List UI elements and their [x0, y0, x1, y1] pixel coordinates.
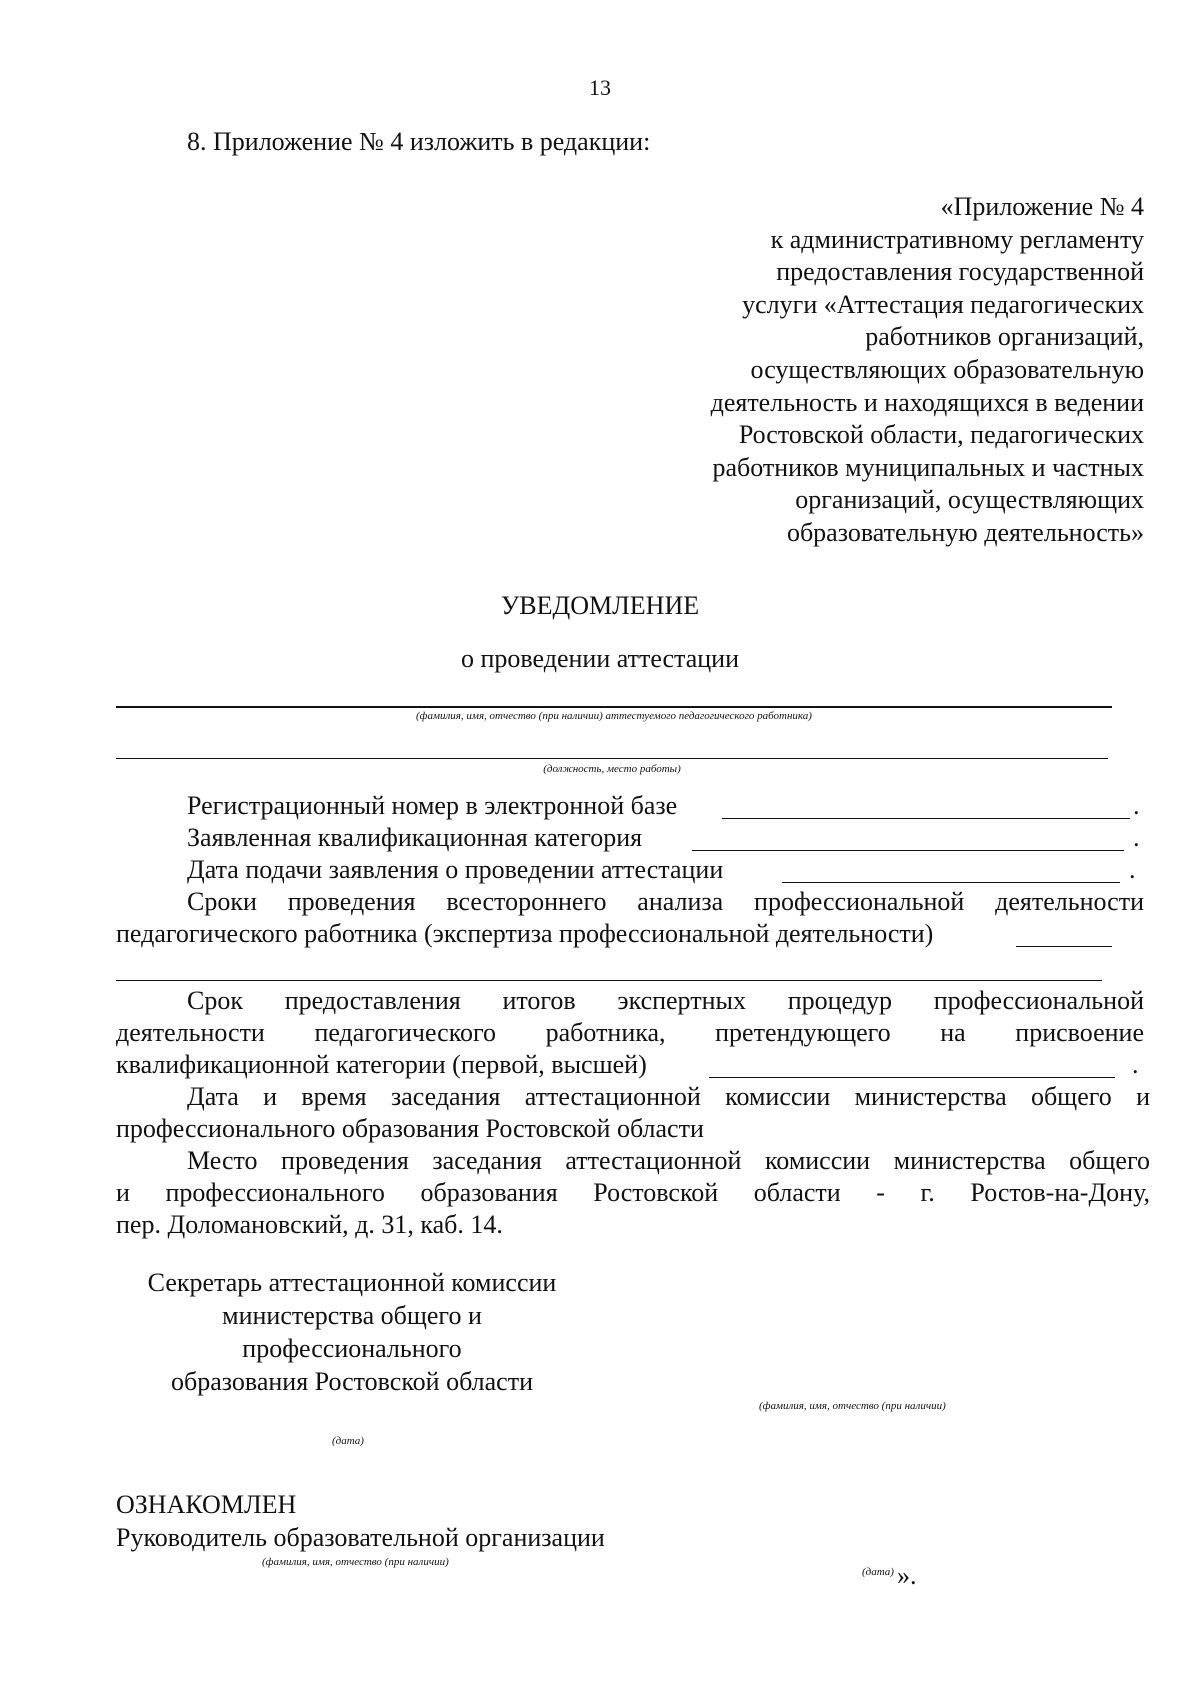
fio-line	[116, 706, 1112, 708]
expertise-line1: Сроки проведения всестороннего анализа профессиональной деятельности	[187, 887, 1144, 916]
category-line	[692, 850, 1124, 851]
appendix-line: деятельность и находящихся в ведении	[710, 387, 1144, 417]
date-submit-dot: .	[1129, 855, 1136, 884]
results-line	[709, 1077, 1115, 1078]
place-line2: и профессионального образования Ростовской области - г. Ростов-на-Дону,	[116, 1178, 1150, 1207]
secretary-fio-caption: (фамилия, имя, отчество (при наличии)	[759, 1400, 946, 1412]
reg-number-dot: .	[1133, 791, 1140, 820]
fio-caption: (фамилия, имя, отчество (при наличии) аттестуемого педагогического работника)	[416, 710, 812, 722]
position-caption: (должность, место работы)	[543, 763, 681, 775]
appendix-line: образовательную деятельность»	[786, 517, 1144, 547]
date-submit-line	[782, 882, 1120, 883]
head-label: Руководитель образовательной организации	[116, 1523, 605, 1552]
appendix-line: услуги «Аттестация педагогических	[742, 289, 1144, 319]
page-number: 13	[589, 75, 611, 100]
appendix-line: «Приложение № 4	[940, 192, 1144, 221]
date-submit-label: Дата подачи заявления о проведении аттестации	[187, 855, 724, 884]
appendix-line: предоставления государственной	[776, 257, 1144, 287]
appendix-line: Ростовской области, педагогических	[738, 420, 1144, 450]
reg-number-label: Регистрационный номер в электронной базе	[187, 791, 678, 820]
head-fio-caption: (фамилия, имя, отчество (при наличии)	[262, 1556, 449, 1568]
results-line1: Срок предоставления итогов экспертных процедур профессиональной	[187, 986, 1144, 1015]
meeting-line1: Дата и время заседания аттестационной комиссии министерства общего и	[187, 1082, 1150, 1111]
appendix-line: организаций, осуществляющих	[795, 485, 1144, 515]
results-line3: квалификационной категории (первой, высшей)	[116, 1050, 647, 1079]
results-line2: деятельности педагогического работника, претендующего на присвоение	[116, 1018, 1144, 1047]
appendix-line: к административному регламенту	[770, 224, 1144, 254]
secretary-line: Секретарь аттестационной комиссии	[147, 1268, 557, 1297]
appendix-line: работников организаций,	[865, 322, 1144, 352]
head-date-caption: (дата)	[862, 1566, 894, 1578]
appendix-header	[711, 191, 1144, 550]
place-line3: пер. Доломановский, д. 31, каб. 14.	[116, 1210, 503, 1239]
reg-number-line	[722, 818, 1130, 819]
secretary-date-caption: (дата)	[332, 1435, 364, 1447]
meeting-line2: профессионального образования Ростовской области	[116, 1114, 704, 1143]
secretary-line: профессионального	[242, 1334, 462, 1363]
document-title: УВЕДОМЛЕНИЕ	[500, 591, 700, 620]
secretary-block	[116, 1266, 588, 1398]
secretary-line: образования Ростовской области	[171, 1367, 533, 1396]
intro-paragraph: 8. Приложение № 4 изложить в редакции:	[187, 127, 651, 156]
results-dot: .	[1132, 1050, 1139, 1079]
expertise-line2: педагогического работника (экспертиза профессиональной деятельности)	[116, 919, 934, 948]
closing-quote: ».	[897, 1561, 917, 1590]
expertise-line-a	[1016, 946, 1112, 947]
place-line1: Место проведения заседания аттестационной комиссии министерства общего	[187, 1146, 1150, 1175]
expertise-line-b	[116, 980, 1102, 981]
document-subtitle: о проведении аттестации	[460, 644, 740, 673]
appendix-line: работников муниципальных и частных	[712, 452, 1144, 482]
appendix-line: осуществляющих образовательную	[750, 354, 1144, 384]
position-line	[116, 758, 1108, 759]
secretary-line: министерства общего и	[222, 1301, 482, 1330]
category-label: Заявленная квалификационная категория	[187, 823, 643, 852]
category-dot: .	[1133, 823, 1140, 852]
acquainted-heading: ОЗНАКОМЛЕН	[116, 1490, 297, 1519]
